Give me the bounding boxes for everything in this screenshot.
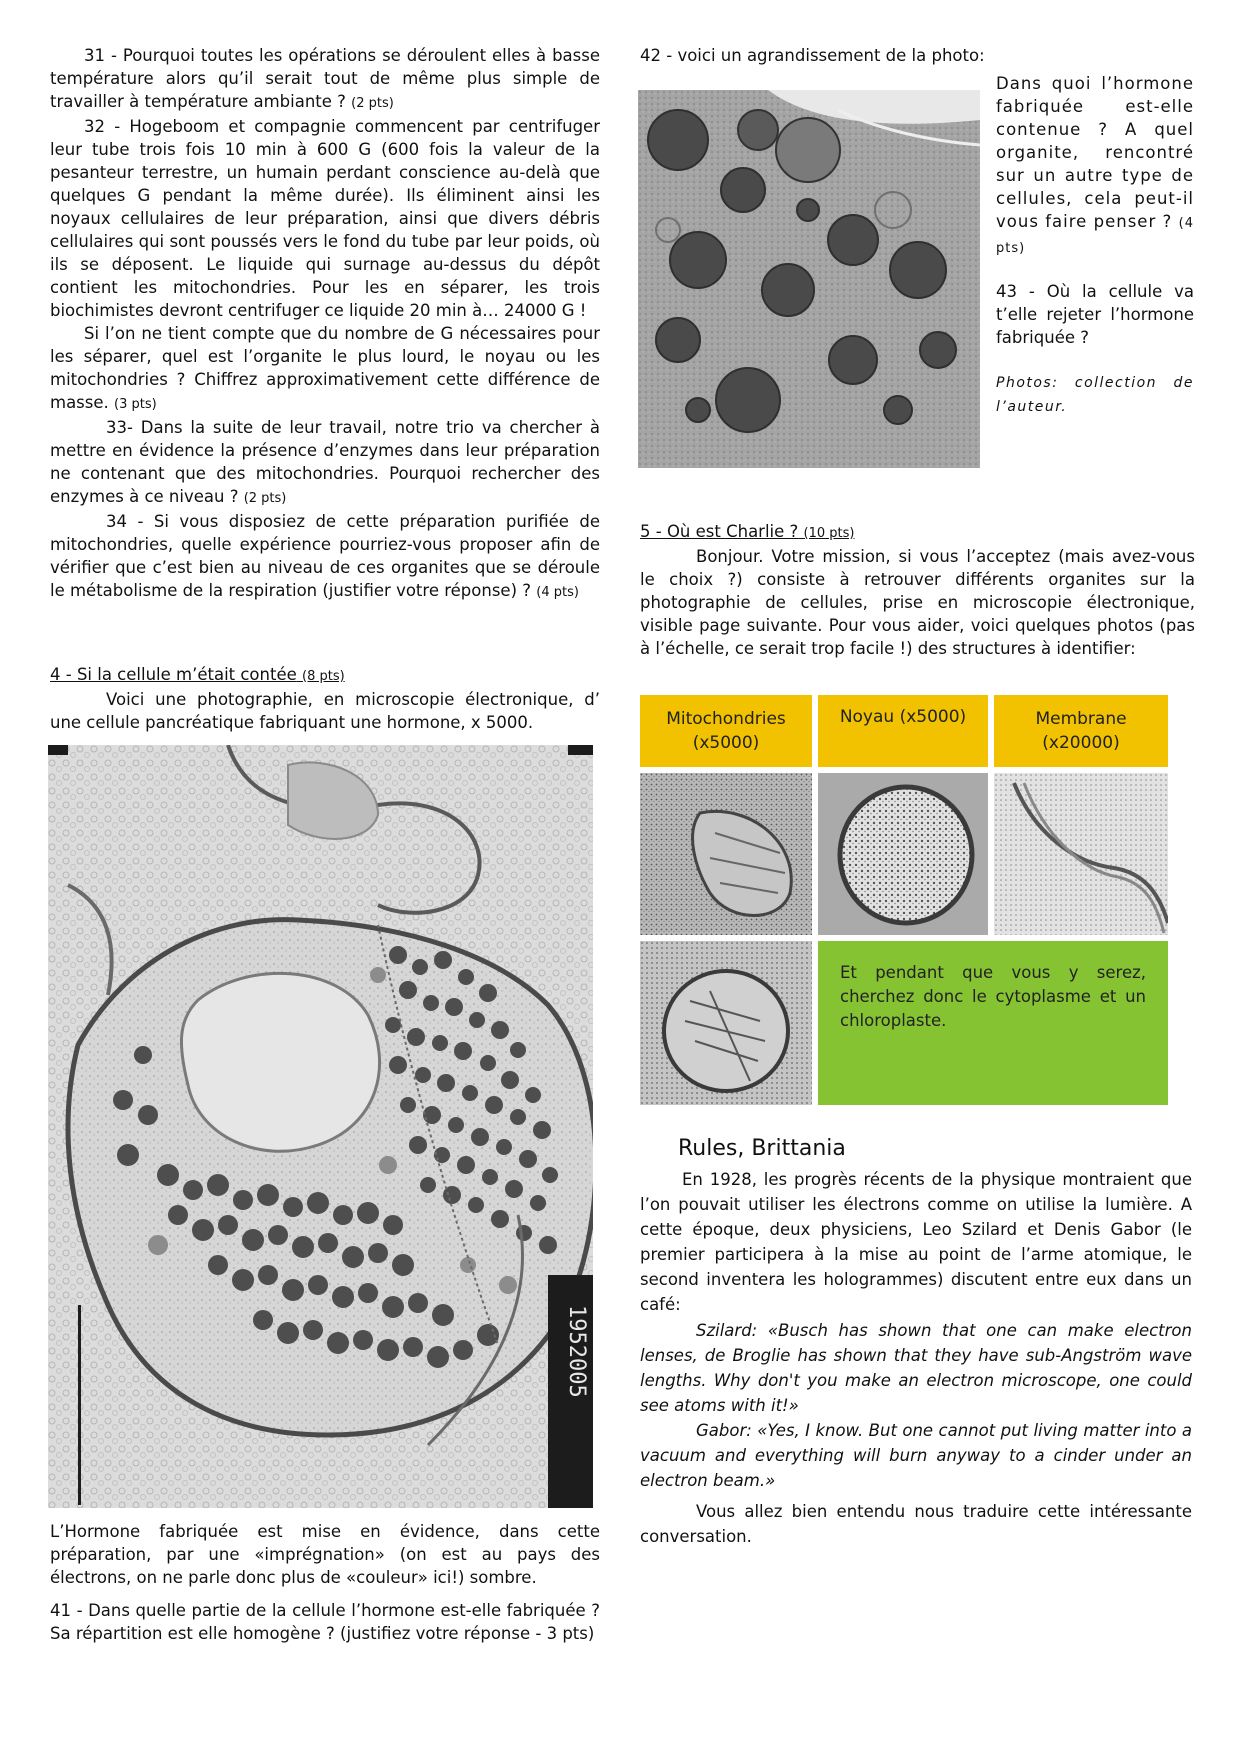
- rules-paragraph: En 1928, les progrès récents de la physique montraient que l’on pouvait utiliser les électrons comme on utilise la lumière. A cette époque, deux physiciens, Leo Szilard et Denis Gabor (le premier participera à la mise au point de l’arme atomique, le second inventera les hologrammes) discutent entre eux dans un café:: [640, 1170, 1192, 1314]
- section-4: [50, 663, 600, 734]
- header-mitochondries: Mitochondries (x5000): [640, 695, 812, 767]
- membrane-photo: [994, 773, 1168, 935]
- closing-text: Vous allez bien entendu nous traduire cette intéressante conversation.: [640, 1502, 1192, 1546]
- section-4-title: 4 - Si la cellule m’était contée (8 pts): [50, 665, 345, 684]
- question-31: 31 - Pourquoi toutes les opérations se déroulent elles à basse température alors qu’il serait tout de même plus simple de travailler à température ambiante ? (2 pts): [50, 46, 600, 111]
- section-4-intro: Voici une photographie, en microscopie électronique, d’ une cellule pancréatique fabriquant une hormone, x 5000.: [50, 690, 600, 732]
- photo-stamp: 1952005: [564, 1305, 589, 1398]
- granule-micrograph: [638, 90, 980, 468]
- section-5-title: 5 - Où est Charlie ? (10 pts): [640, 522, 855, 541]
- rules-section: [640, 1167, 1192, 1549]
- question-32: Si l’on ne tient compte que du nombre de G nécessaires pour les séparer, quel est l’organite le plus lourd, le noyau ou les mitochondries ? Chiffrez approximativement cette différence de masse. (3 pts): [50, 324, 600, 412]
- green-hint-box: Et pendant que vous y serez, cherchez donc le cytoplasme et un chloroplaste.: [818, 941, 1168, 1105]
- question-41: 41 - Dans quelle partie de la cellule l’hormone est-elle fabriquée ? Sa répartition est elle homogène ? (justifiez votre réponse - 3 pts): [50, 1601, 600, 1643]
- chloroplast-photo: [640, 941, 812, 1105]
- question-34: 34 - Si vous disposiez de cette préparation purifiée de mitochondries, quelle expérience pourriez-vous proposer afin de vérifier que c’est bien au niveau de ces organites que se déroule le métabolisme de la respiration (justifier votre réponse) ? (4 pts): [50, 512, 600, 600]
- section-5: [640, 520, 1195, 660]
- header-membrane: Membrane (x20000): [994, 695, 1168, 767]
- left-column: [50, 44, 600, 604]
- q42-intro-text: 42 - voici un agrandissement de la photo:: [640, 46, 985, 65]
- question-33: 33- Dans la suite de leur travail, notre trio va chercher à mettre en évidence la présence d’enzymes dans leur préparation ne contenant que des mitochondries. Pourquoi rechercher des enzymes à ce niveau ? (2 pts): [50, 418, 600, 506]
- szilard-quote: Szilard: «Busch has shown that one can make electron lenses, de Broglie has shown that they have sub-Angström wave lengths. Why don't you make an electron microscope, one could see atoms with it!»: [640, 1321, 1192, 1415]
- q42-intro: [640, 44, 1200, 67]
- q42-side: [996, 72, 1194, 419]
- question-42: Dans quoi l’hormone fabriquée est-elle contenue ? A quel organite, rencontré sur un autre type de cellules, cela peut-il vous faire penser ? (4 pts): [996, 74, 1194, 256]
- mitochondria-photo: [640, 773, 812, 935]
- header-noyau: Noyau (x5000): [818, 695, 988, 767]
- cell-micrograph: [48, 745, 593, 1508]
- hormone-text: L’Hormone fabriquée est mise en évidence, dans cette préparation, par une «imprégnation» (on est au pays des électrons, on ne parle donc plus de «couleur» ici!) sombre.: [50, 1522, 600, 1587]
- gabor-quote: Gabor: «Yes, I know. But one cannot put living matter into a vacuum and everything will burn anyway to a cinder under an electron beam.»: [640, 1421, 1192, 1490]
- section-5-text: Bonjour. Votre mission, si vous l’acceptez (mais avez-vous le choix ?) consiste à retrouver différents organites sur la photographie de cellules, prise en microscopie électronique, visible page suivante. Pour vous aider, voici quelques photos (pas à l’échelle, ce serait trop facile !) des structures à identifier:: [640, 547, 1195, 658]
- question-43: 43 - Où la cellule va t’elle rejeter l’hormone fabriquée ?: [996, 282, 1194, 347]
- rules-title: Rules, Brittania: [678, 1136, 846, 1161]
- hormone-paragraphs: [50, 1520, 600, 1645]
- nucleus-photo: [818, 773, 988, 935]
- paragraph-32: 32 - Hogeboom et compagnie commencent par centrifuger leur tube trois fois 10 min à 600 G (600 fois la valeur de la pesanteur terrestre, un humain perdant conscience au-delà que quelques G pendant la même durée). Ils éliminent ainsi les noyaux cellulaires de leur préparation, ainsi que divers débris cellulaires qui sont poussés vers le fond du tube par leur poids, où ils se déposent. Le liquide qui surnage au-dessus du dépôt contient les mitochondries. Pour les en séparer, les trois biochimistes devront centrifuger ce liquide 20 min à… 24000 G !: [50, 117, 600, 320]
- photo-credit: Photos: collection de l’auteur.: [996, 375, 1194, 415]
